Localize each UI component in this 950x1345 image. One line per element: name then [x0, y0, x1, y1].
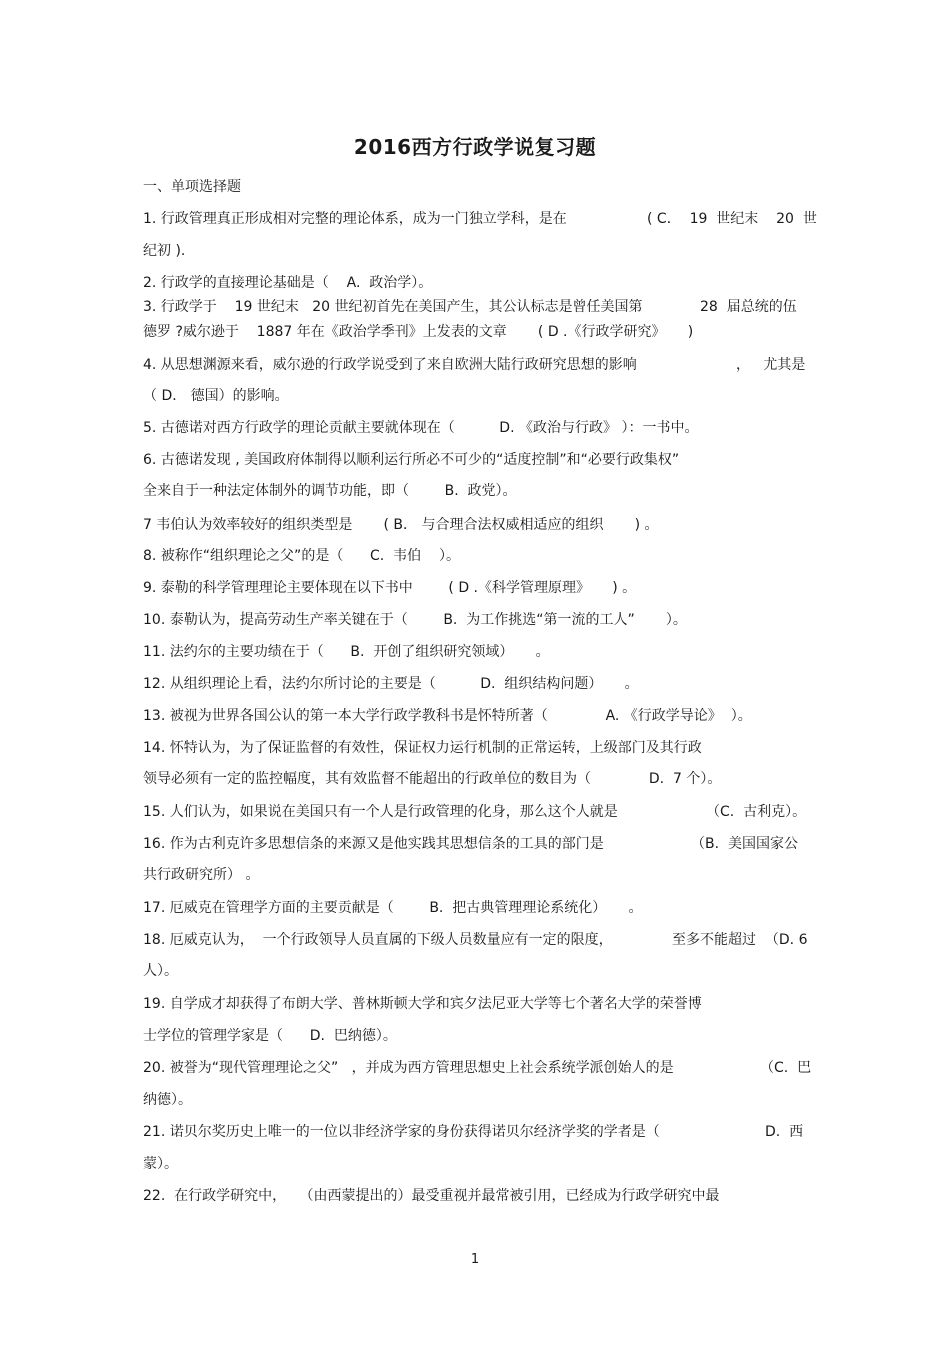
question-answer: ( C． 19 世纪末 20 世: [647, 211, 817, 227]
question-line: 2. 行政学的直接理论基础是（ A. 政治学）。: [143, 275, 433, 291]
question-line: 17. 厄威克在管理学方面的主要贡献是（ B. 把古典管理理论系统化） 。: [143, 900, 643, 916]
question-answer: 至多不能超过 （D. 6: [672, 932, 808, 948]
question-answer: ， 尤其是: [736, 357, 806, 373]
question-line: 8. 被称作“组织理论之父”的是（ C. 韦伯 ）。: [143, 548, 460, 564]
question-line: 纳德）。: [143, 1092, 192, 1108]
section-heading: 一、单项选择题: [143, 179, 241, 195]
question-line: 22. 在行政学研究中， （由西蒙提出的）最受重视并最常被引用，已经成为行政学研究中最: [143, 1188, 720, 1204]
question-line: 5. 古德诺对西方行政学的理论贡献主要就体现在（ D. 《政治与行政》 ）：一书中。: [143, 420, 699, 436]
question-line: 士学位的管理学家是（ D. 巴纳德）。: [143, 1028, 397, 1044]
question-line: 9. 泰勒的科学管理理论主要体现在以下书中 ( D .《科学管理原理》 ) 。: [143, 580, 637, 596]
page-number: 1: [470, 1252, 480, 1267]
question-line: 11. 法约尔的主要功绩在于（ B. 开创了组织研究领域） 。: [143, 644, 550, 660]
question-line: 13. 被视为世界各国公认的第一本大学行政学教科书是怀特所著（ A. 《行政学导论》 ）。: [143, 708, 752, 724]
question-line: 4. 从思想渊源来看，威尔逊的行政学说受到了来自欧洲大陆行政研究思想的影响: [143, 357, 637, 373]
question-line: 蒙）。: [143, 1156, 178, 1172]
question-line: 21. 诺贝尔奖历史上唯一的一位以非经济学家的身份获得诺贝尔经济学奖的学者是（: [143, 1124, 660, 1140]
question-line: 纪初 ).: [143, 243, 186, 259]
question-line: 19. 自学成才却获得了布朗大学、普林斯顿大学和宾夕法尼亚大学等七个著名大学的荣誉博: [143, 996, 702, 1012]
question-line: 14. 怀特认为，为了保证监督的有效性，保证权力运行机制的正常运转，上级部门及其行政: [143, 740, 702, 756]
question-line: （ D． 德国）的影响。: [143, 388, 289, 404]
question-answer: （B. 美国国家公: [691, 836, 798, 852]
question-line: 德罗 ?威尔逊于 1887 年在《政治学季刊》上发表的文章 ( D .《行政学研究》 ): [143, 324, 694, 340]
question-line: 人）。: [143, 963, 178, 979]
question-line: 10. 泰勒认为，提高劳动生产率关键在于（ B. 为工作挑选“第一流的工人” ）。: [143, 612, 687, 628]
question-answer: 28 届总统的伍: [700, 299, 797, 315]
question-line: 18. 厄威克认为， 一个行政领导人员直属的下级人员数量应有一定的限度，: [143, 932, 613, 948]
question-line: 3. 行政学于 19 世纪末 20 世纪初首先在美国产生，其公认标志是曾任美国第: [143, 299, 643, 315]
question-line: 领导必须有一定的监控幅度，其有效监督不能超出的行政单位的数目为（ D. 7 个）。: [143, 771, 722, 787]
page-title: 2016西方行政学说复习题: [353, 135, 597, 159]
question-line: 16. 作为古利克许多思想信条的来源又是他实践其思想信条的工具的部门是: [143, 836, 604, 852]
question-line: 共行政研究所） 。: [143, 867, 260, 883]
question-line: 12. 从组织理论上看，法约尔所讨论的主要是（ D. 组织结构问题） 。: [143, 676, 639, 692]
question-line: 20. 被誉为“现代管理理论之父” ，并成为西方管理思想史上社会系统学派创始人的是: [143, 1060, 674, 1076]
question-answer: （C. 古利克）。: [706, 804, 807, 820]
question-line: 7 韦伯认为效率较好的组织类型是 ( B． 与合理合法权威相适应的组织 ) 。: [143, 517, 659, 533]
question-answer: D. 西: [765, 1124, 804, 1140]
question-line: 15. 人们认为，如果说在美国只有一个人是行政管理的化身，那么这个人就是: [143, 804, 618, 820]
question-line: 1. 行政管理真正形成相对完整的理论体系，成为一门独立学科，是在: [143, 211, 567, 227]
question-line: 6. 古德诺发现 , 美国政府体制得以顺利运行所必不可少的“适度控制”和“必要行政集权”: [143, 452, 680, 468]
question-answer: （C. 巴: [760, 1060, 812, 1076]
question-line: 全来自于一种法定体制外的调节功能，即（ B. 政党）。: [143, 483, 517, 499]
